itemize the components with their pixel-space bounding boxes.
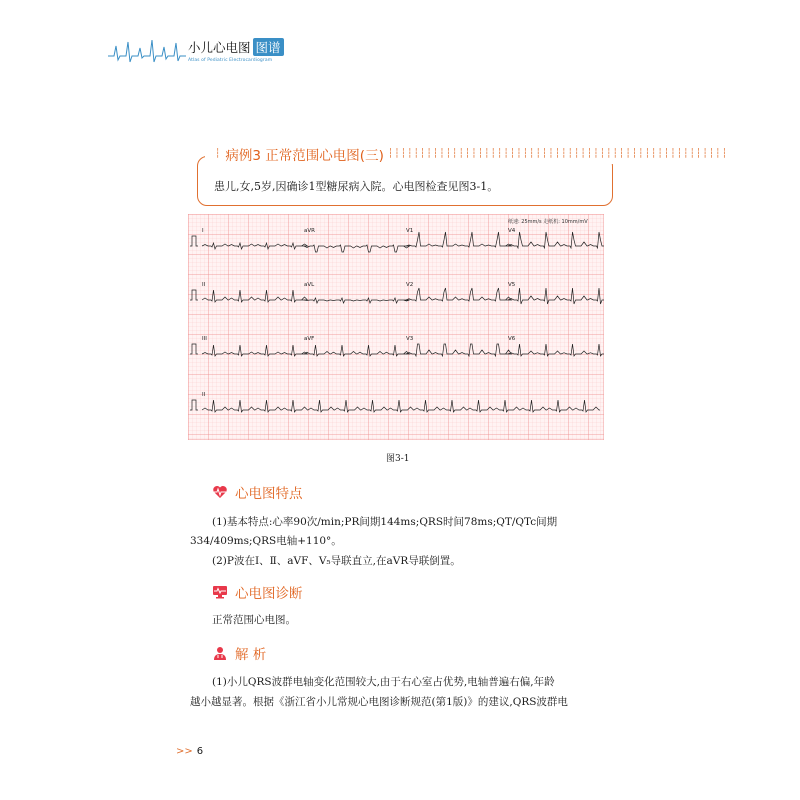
analysis-heading <box>212 643 266 663</box>
book-subtitle: Atlas of Pediatric Electrocardiogram <box>188 58 273 63</box>
features-heading <box>212 482 303 502</box>
diagnosis-heading-label: 心电图诊断 <box>235 586 303 602</box>
figure-caption: 图3-1 <box>386 454 410 464</box>
case-title: 病例3 正常范围心电图(三) <box>225 148 384 164</box>
case-title-left-decoration: ┆ <box>215 149 222 159</box>
ecg-lead-label: V3 <box>406 336 414 342</box>
ecg-lead-label: aVL <box>304 282 315 288</box>
page-footer <box>176 746 203 757</box>
book-title <box>188 38 284 56</box>
diagnosis-heading <box>212 582 303 602</box>
book-title-tag: 图谱 <box>253 38 284 56</box>
monitor-icon <box>212 585 228 599</box>
ecg-lead-label: V2 <box>406 282 414 288</box>
doctor-icon <box>212 646 228 660</box>
ecg-lead-label: V6 <box>508 336 516 342</box>
features-heading-label: 心电图特点 <box>235 486 303 502</box>
page-number: 6 <box>196 746 204 757</box>
book-header <box>108 36 308 76</box>
analysis-heading-label: 解 析 <box>235 647 267 663</box>
ecg-lead-label: II <box>202 392 206 398</box>
case-title-right-decoration: ┆┆┆┆┆┆┆┆┆┆┆┆┆┆┆┆┆┆┆┆┆┆┆┆┆┆┆┆┆┆┆┆┆┆┆┆┆┆┆┆┆┆┆┆┆┆┆┆┆┆┆┆┆ <box>387 149 729 159</box>
analysis-line-2: 越小越显著。根据《浙江省小儿常规心电图诊断规范(第1版)》的建议,QRS波群电 <box>190 696 568 708</box>
heart-icon <box>212 485 228 499</box>
case-description: 患儿,女,5岁,因确诊1型糖尿病入院。心电图检查见图3-1。 <box>214 180 499 193</box>
ecg-setting-label: 纸速: 25mm/s 走纸机: 10mm/mV <box>508 219 588 225</box>
features-paragraph-1-line-2: 334/409ms;QRS电轴+110°。 <box>190 535 342 547</box>
ecg-lead-label: V5 <box>508 282 516 288</box>
diagnosis-text: 正常范围心电图。 <box>212 614 296 626</box>
ecg-figure <box>188 214 604 440</box>
ecg-lead-label: III <box>202 336 207 342</box>
ecg-lead-label: aVR <box>304 228 315 234</box>
features-paragraph-2: (2)P波在Ⅰ、Ⅱ、aVF、V₅导联直立,在aVR导联倒置。 <box>212 555 461 567</box>
footer-arrows-icon: >> <box>176 746 193 757</box>
ecg-lead-label: V4 <box>508 228 516 234</box>
analysis-line-1: (1)小儿QRS波群电轴变化范围较大,由于右心室占优势,电轴普遍右偏,年龄 <box>212 676 555 688</box>
ecg-lead-label: II <box>202 282 206 288</box>
features-paragraph-1-line-1: (1)基本特点:心率90次/min;PR间期144ms;QRS时间78ms;QT/QTc间期 <box>212 516 558 528</box>
ecg-lead-label: aVF <box>304 336 315 342</box>
ecg-lead-label: I <box>202 228 204 234</box>
ecg-wave-logo-icon <box>108 38 186 64</box>
ecg-lead-label: V1 <box>406 228 414 234</box>
book-title-text: 小儿心电图 <box>188 40 251 55</box>
case-title-wrap <box>205 144 738 164</box>
